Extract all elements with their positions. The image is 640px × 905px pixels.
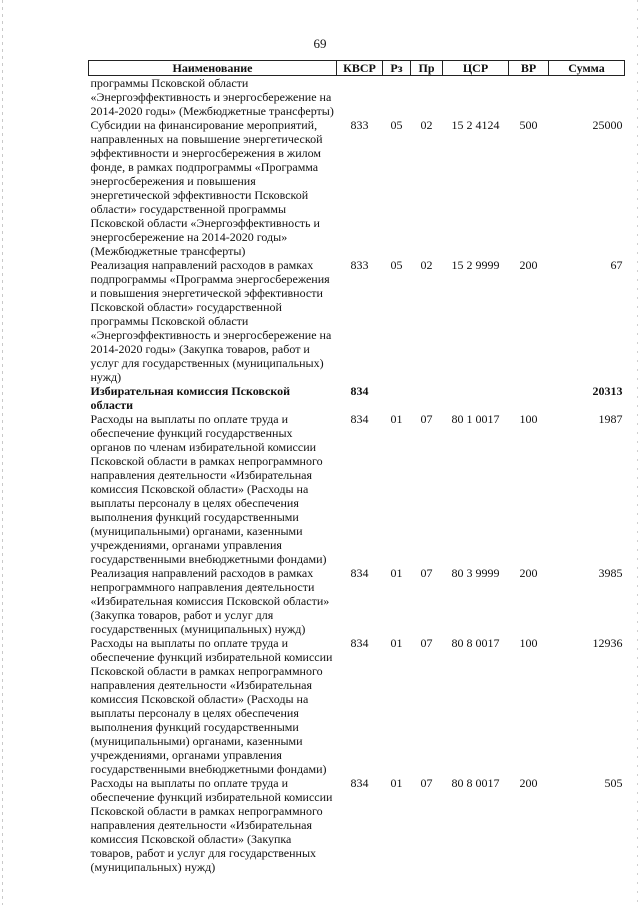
table-row — [89, 636, 625, 776]
row-sum: 505 — [604, 776, 623, 790]
row-name: Реализация направлений расходов в рамках непрограммного направления деятельности «Избирательная комиссия Псковской области» (Закупка товаров, работ и услуг для государственных (муниципальных) нужд) — [90, 566, 330, 636]
row-rz: 01 — [390, 412, 403, 426]
row-vr: 200 — [519, 258, 538, 272]
row-sum: 3985 — [598, 566, 623, 580]
row-sum: 20313 — [592, 384, 623, 398]
section-name: Избирательная комиссия Псковской области — [90, 384, 291, 412]
table-row — [89, 76, 625, 119]
row-name: программы Псковской области «Энергоэффективность и энергосбережение на 2014-2020 годы» (Межбюджетные трансферты) — [90, 76, 334, 118]
row-rz: 01 — [390, 636, 403, 650]
row-pr — [411, 384, 443, 412]
row-vr: 500 — [519, 118, 538, 132]
row-sum: 67 — [610, 258, 623, 272]
header-name: Наименование — [89, 61, 337, 76]
row-vr: 200 — [519, 566, 538, 580]
row-name: Реализация направлений расходов в рамках подпрограммы «Программа энергосбережения и повышения энергетической эффективности Псковской области» государственной программы Псковской области «Энергоэффективность и энергосбережение на 2014-2020 годы» (Закупка товаров, работ и услуг для государственных (муниципальных) нужд) — [90, 258, 332, 384]
row-kvsr: 834 — [350, 776, 369, 790]
header-pr: Пр — [411, 61, 443, 76]
row-rz: 01 — [390, 776, 403, 790]
row-name: Расходы на выплаты по оплате труда и обеспечение функций избирательной комиссии Псковской области в рамках непрограммного направления деятельности «Избирательная комиссия Псковской области» (Расходы на выплаты персоналу в целях обеспечения выполнения функций государственными (муниципальными) органами, казенными учреждениями, органами управления государственными внебюджетными фондами) — [90, 636, 333, 776]
row-kvsr: 834 — [350, 566, 369, 580]
row-vr: 100 — [519, 636, 538, 650]
scan-edge-right — [637, 0, 638, 905]
row-csr: 80 8 0017 — [451, 636, 500, 650]
row-sum: 12936 — [592, 636, 623, 650]
row-pr: 07 — [420, 412, 433, 426]
header-sum: Сумма — [549, 61, 625, 76]
header-csr: ЦСР — [443, 61, 509, 76]
table-row — [89, 776, 625, 874]
table-body — [89, 76, 625, 875]
header-rz: Рз — [383, 61, 411, 76]
table-row — [89, 566, 625, 636]
header-row — [89, 61, 625, 76]
row-rz — [383, 384, 411, 412]
row-csr — [443, 76, 509, 119]
table-header — [89, 61, 625, 76]
row-name: Расходы на выплаты по оплате труда и обеспечение функций государственных органов по членам избирательной комиссии Псковской области в рамках непрограммного направления деятельности «Избирательная комиссия Псковской области» (Расходы на выплаты персоналу в целях обеспечения выполнения функций государственными (муниципальными) органами, казенными учреждениями, органами управления государственными внебюджетными фондами) — [90, 412, 327, 566]
header-vr: ВР — [509, 61, 549, 76]
row-rz — [383, 76, 411, 119]
header-kvsr: КВСР — [337, 61, 383, 76]
row-csr: 80 3 9999 — [451, 566, 500, 580]
row-sum: 1987 — [598, 412, 623, 426]
row-kvsr: 834 — [350, 384, 369, 398]
row-vr — [509, 76, 549, 119]
row-pr: 07 — [420, 636, 433, 650]
row-csr: 80 1 0017 — [451, 412, 500, 426]
row-pr: 07 — [420, 566, 433, 580]
row-pr: 02 — [420, 118, 433, 132]
row-name: Расходы на выплаты по оплате труда и обеспечение функций избирательной комиссии Псковской области в рамках непрограммного направления деятельности «Избирательная комиссия Псковской области» (Закупка товаров, работ и услуг для государственных (муниципальных) нужд) — [90, 776, 333, 874]
row-kvsr: 834 — [350, 636, 369, 650]
row-sum — [549, 76, 625, 119]
table-row — [89, 258, 625, 384]
table-row — [89, 118, 625, 258]
scan-edge-left — [2, 0, 3, 905]
budget-table — [88, 60, 625, 874]
row-pr — [411, 76, 443, 119]
row-name: Субсидии на финансирование мероприятий, направленных на повышение энергетической эффективности и энергосбережения в жилом фонде, в рамках подпрограммы «Программа энергосбережения и повышения энергетической эффективности Псковской области» государственной программы Псковской области «Энергоэффективность и энергосбережение на 2014-2020 годы» (Межбюджетные трансферты) — [90, 118, 323, 258]
row-kvsr — [337, 76, 383, 119]
table-row-section — [89, 384, 625, 412]
row-pr: 02 — [420, 258, 433, 272]
row-rz: 05 — [390, 118, 403, 132]
row-csr: 15 2 9999 — [451, 258, 500, 272]
row-kvsr: 833 — [350, 258, 369, 272]
row-rz: 01 — [390, 566, 403, 580]
row-csr: 80 8 0017 — [451, 776, 500, 790]
row-rz: 05 — [390, 258, 403, 272]
row-csr: 15 2 4124 — [451, 118, 500, 132]
row-kvsr: 833 — [350, 118, 369, 132]
row-kvsr: 834 — [350, 412, 369, 426]
row-pr: 07 — [420, 776, 433, 790]
row-sum: 25000 — [592, 118, 623, 132]
table-row — [89, 412, 625, 566]
row-vr — [509, 384, 549, 412]
row-csr — [443, 384, 509, 412]
page-number: 69 — [313, 36, 327, 51]
row-vr: 200 — [519, 776, 538, 790]
row-vr: 100 — [519, 412, 538, 426]
